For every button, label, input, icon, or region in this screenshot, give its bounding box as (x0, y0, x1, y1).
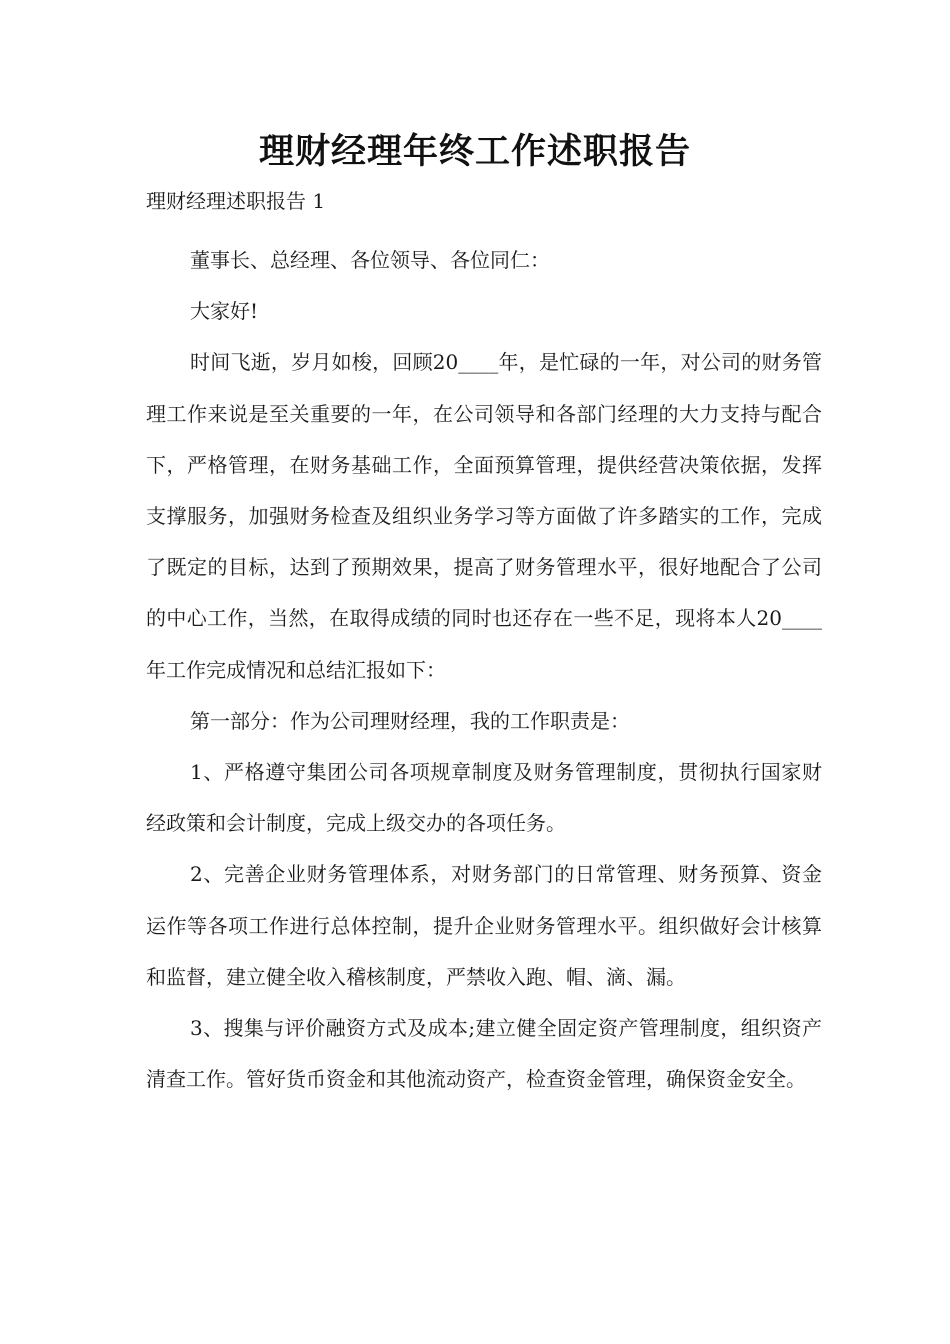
paragraph-duty-2: 2、完善企业财务管理体系，对财务部门的日常管理、财务预算、资金运作等各项工作进行总体控制，提升企业财务管理水平。组织做好会计核算和监督，建立健全收入稽核制度，严禁收入跑、帽、滴、漏。 (146, 862, 822, 989)
document-subtitle: 理财经理述职报告 1 (146, 189, 326, 213)
document-title: 理财经理年终工作述职报告 (258, 132, 691, 172)
paragraph-greeting: 董事长、总经理、各位领导、各位同仁： (190, 248, 550, 272)
document-body (146, 235, 822, 1105)
paragraph-duty-1: 1、严格遵守集团公司各项规章制度及财务管理制度，贯彻执行国家财经政策和会计制度，完成上级交办的各项任务。 (146, 760, 822, 836)
paragraph-hello: 大家好! (190, 299, 259, 324)
paragraph-duty-3: 3、搜集与评价融资方式及成本;建立健全固定资产管理制度，组织资产清查工作。管好货币资金和其他流动资产，检查资金管理，确保资金安全。 (146, 1016, 822, 1092)
paragraph-intro: 时间飞逝，岁月如梭，回顾20____年，是忙碌的一年，对公司的财务管理工作来说是至关重要的一年，在公司领导和各部门经理的大力支持与配合下，严格管理，在财务基础工作，全面预算管理，提供经营决策依据，发挥支撑服务，加强财务检查及组织业务学习等方面做了许多踏实的工作，完成了既定的目标，达到了预期效果，提高了财务管理水平，很好地配合了公司的中心工作，当然，在取得成绩的同时也还存在一些不足，现将本人20____年工作完成情况和总结汇报如下： (146, 350, 822, 682)
paragraph-part-one-heading: 第一部分：作为公司理财经理，我的工作职责是： (190, 708, 630, 733)
